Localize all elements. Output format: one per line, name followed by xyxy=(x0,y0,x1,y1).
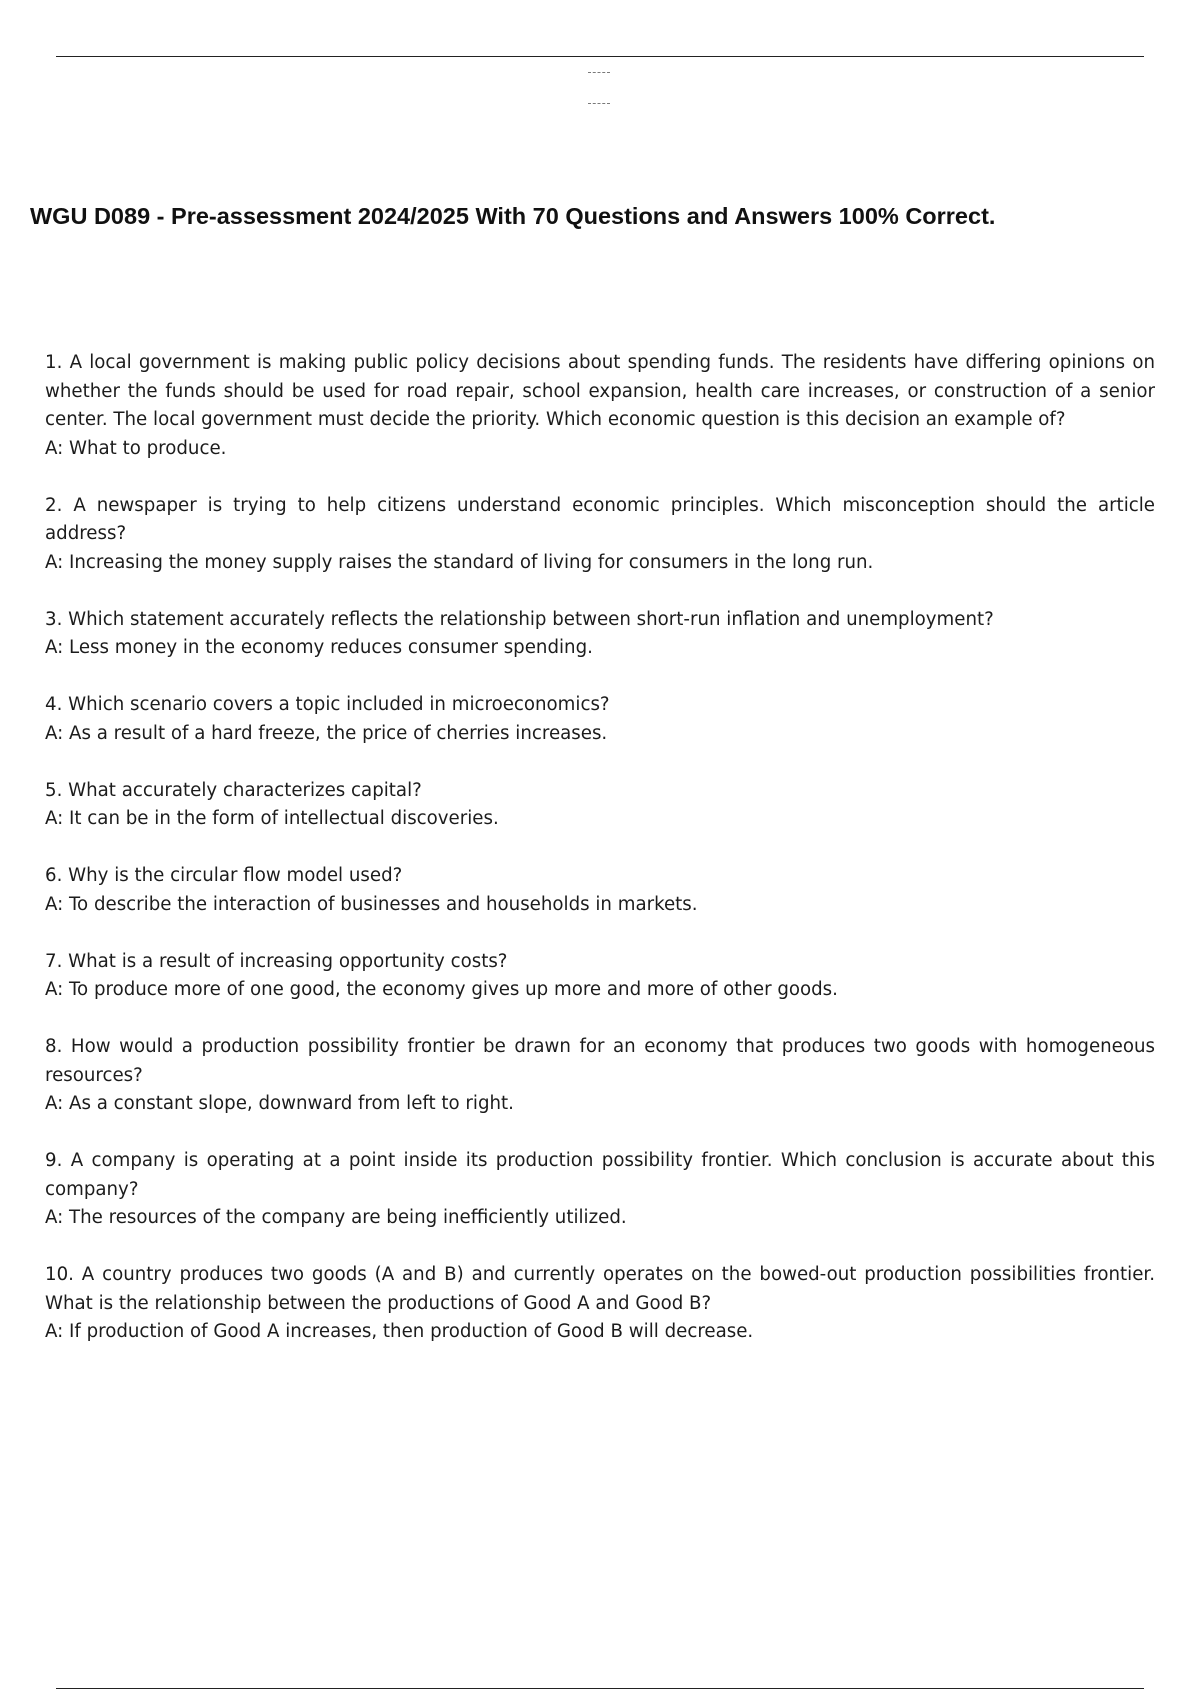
qa-item xyxy=(45,492,1155,578)
header-mark xyxy=(588,72,610,73)
question-list xyxy=(45,349,1155,1375)
question-text: 3. Which statement accurately reflects the relationship between short-run inflation and unemployment? xyxy=(45,608,994,630)
answer-text: A: To produce more of one good, the economy gives up more and more of other goods. xyxy=(45,979,838,1000)
question-text: 7. What is a result of increasing opportunity costs? xyxy=(45,950,508,972)
qa-item xyxy=(45,862,1155,919)
top-divider xyxy=(56,56,1144,57)
answer-text: A: To describe the interaction of businesses and households in markets. xyxy=(45,893,698,915)
question-text: 10. A country produces two goods (A and B) and currently operates on the bowed-out production possibilities frontier. What is the relationship between the productions of Good A and Good B? xyxy=(45,1264,1155,1314)
header-marks xyxy=(588,72,612,134)
answer-text: A: What to produce. xyxy=(45,437,227,459)
qa-item xyxy=(45,948,1155,1005)
qa-item xyxy=(45,777,1155,834)
document-title: WGU D089 - Pre-assessment 2024/2025 With 70 Questions and Answers 100% Correct. xyxy=(30,203,996,229)
header-mark xyxy=(588,103,610,104)
answer-text: A: The resources of the company are being inefficiently utilized. xyxy=(45,1207,627,1228)
question-text: 8. How would a production possibility frontier be drawn for an economy that produces two goods with homogeneous resources? xyxy=(45,1036,1155,1086)
bottom-divider xyxy=(56,1688,1144,1689)
answer-text: A: Less money in the economy reduces consumer spending. xyxy=(45,637,593,658)
qa-item xyxy=(45,691,1155,748)
qa-item xyxy=(45,1033,1155,1119)
question-text: 5. What accurately characterizes capital? xyxy=(45,779,422,801)
answer-text: A: Increasing the money supply raises the standard of living for consumers in the long run. xyxy=(45,551,874,573)
question-text: 4. Which scenario covers a topic included in microeconomics? xyxy=(45,694,610,715)
answer-text: A: It can be in the form of intellectual discoveries. xyxy=(45,808,499,829)
question-text: 2. A newspaper is trying to help citizens understand economic principles. Which misconception should the article address? xyxy=(45,494,1155,544)
qa-item xyxy=(45,1261,1155,1347)
qa-item xyxy=(45,349,1155,463)
answer-text: A: If production of Good A increases, then production of Good B will decrease. xyxy=(45,1321,754,1342)
answer-text: A: As a constant slope, downward from left to right. xyxy=(45,1093,514,1114)
question-text: 6. Why is the circular flow model used? xyxy=(45,865,403,886)
qa-item xyxy=(45,606,1155,663)
question-text: 1. A local government is making public policy decisions about spending funds. The residents have differing opinions on whether the funds should be used for road repair, school expansion, health care increases, or construction of a senior center. The local government must decide the priority. Which economic question is this decision an example of? xyxy=(45,352,1155,430)
answer-text: A: As a result of a hard freeze, the price of cherries increases. xyxy=(45,722,608,744)
qa-item xyxy=(45,1147,1155,1233)
question-text: 9. A company is operating at a point inside its production possibility frontier. Which conclusion is accurate about this company? xyxy=(45,1150,1155,1200)
